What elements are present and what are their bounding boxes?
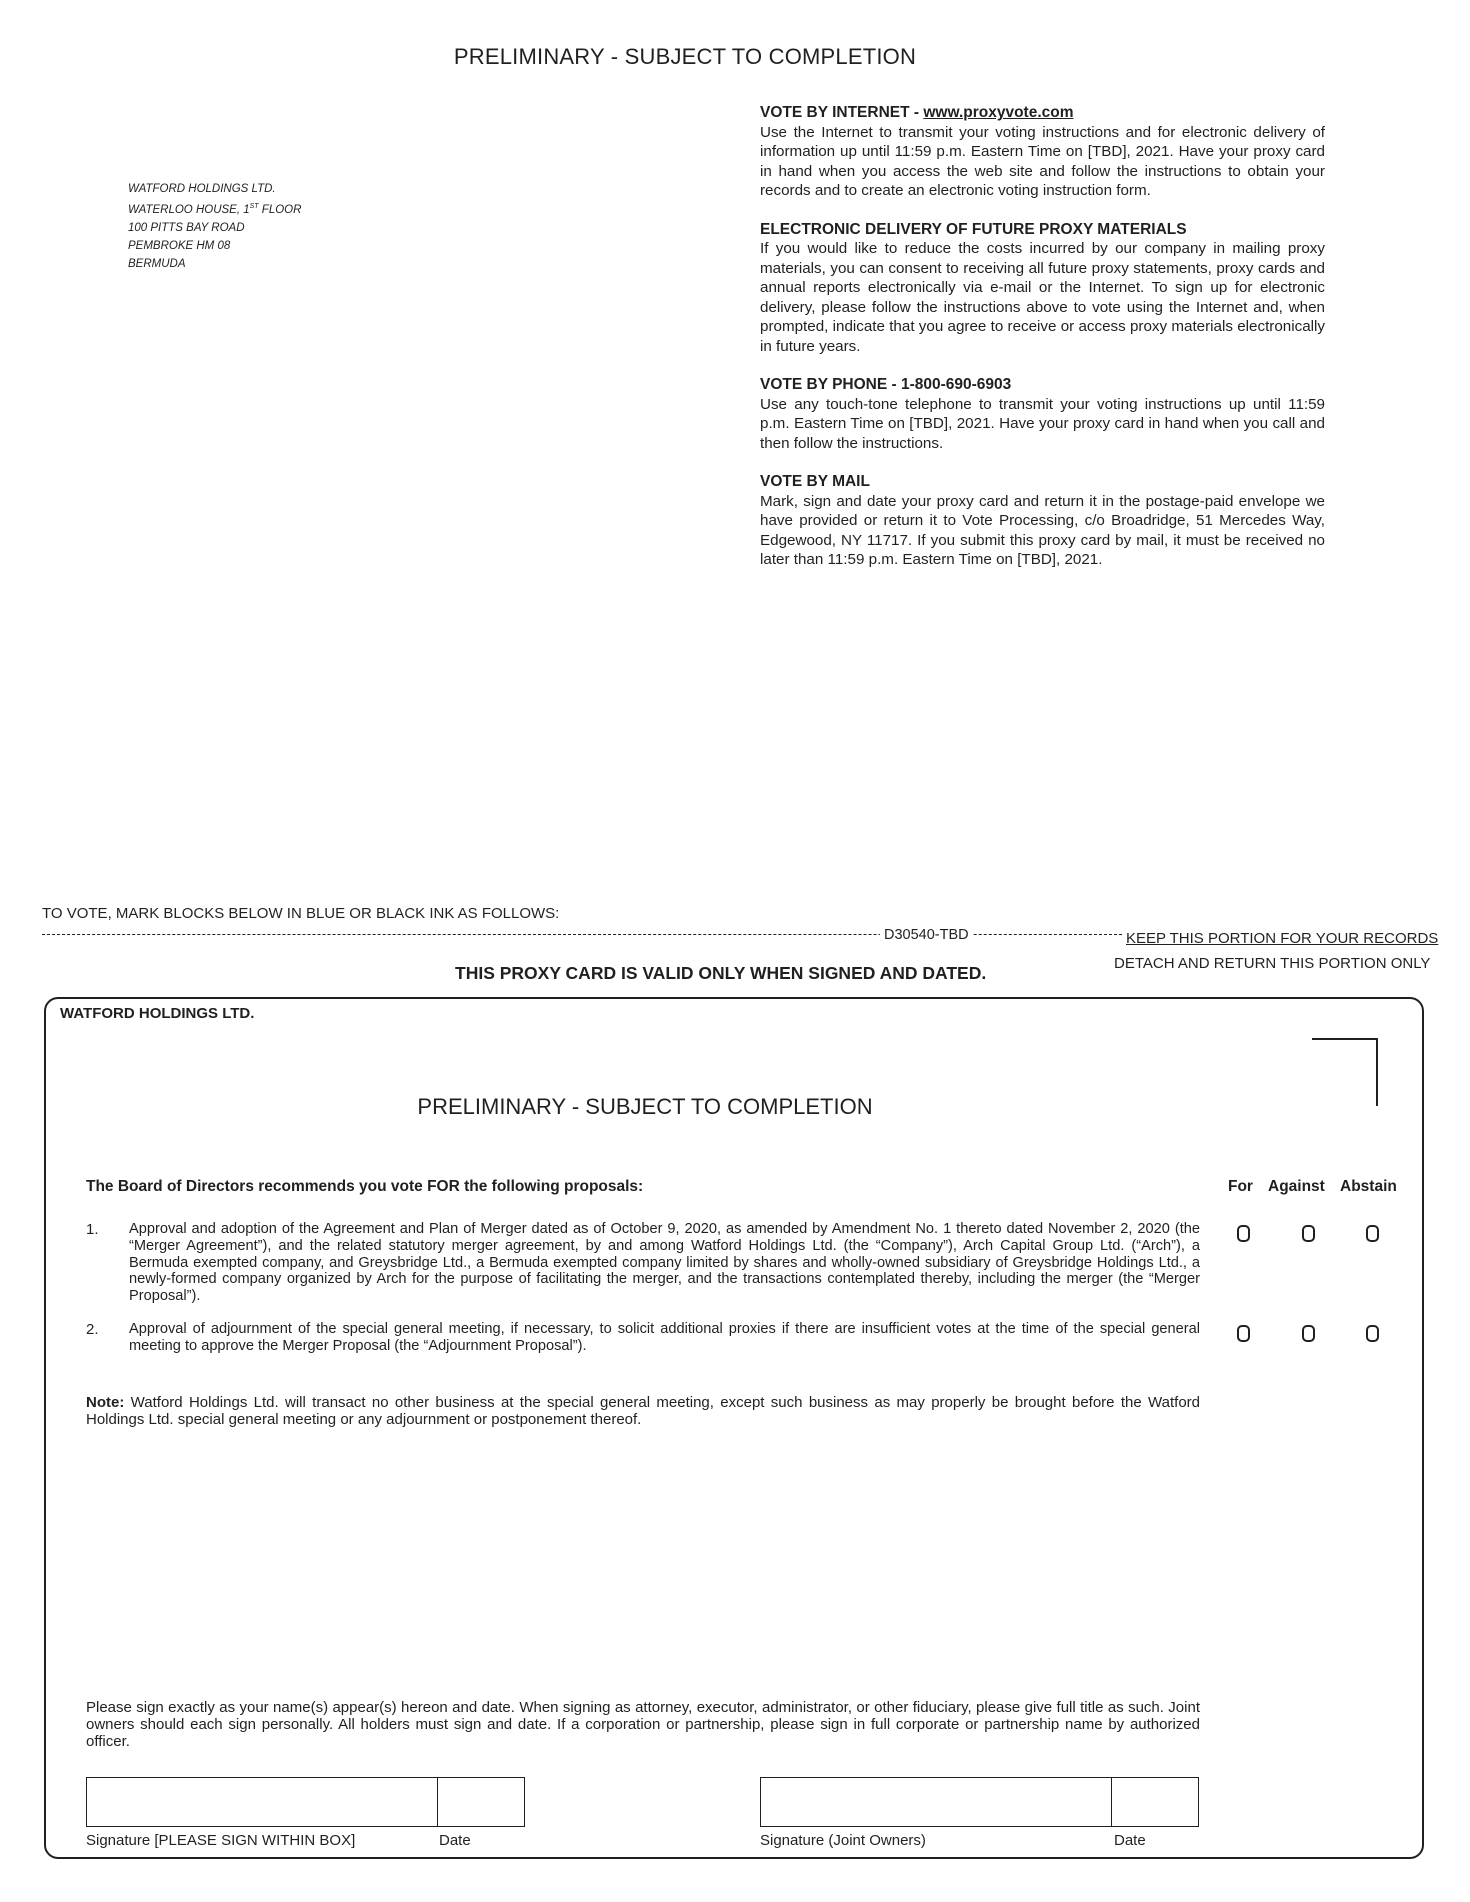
proposal-1-against-checkbox[interactable] (1302, 1225, 1315, 1242)
sender-street-2: 100 PITTS BAY ROAD (128, 221, 245, 234)
proposal-2-for-checkbox[interactable] (1237, 1325, 1250, 1342)
signing-instructions: Please sign exactly as your name(s) appear(s) hereon and date. When signing as attorney, executor, administrator, or other fiduciary, please give full title as such. Joint owners should each sign personally. All holders must sign and date. If a corporation or partnership, please sign in full corporate or partnership name by authorized officer. (86, 1699, 1200, 1750)
proxyvote-link[interactable]: www.proxyvote.com (923, 104, 1074, 121)
electronic-delivery (760, 220, 1325, 357)
job-code: D30540-TBD (880, 927, 973, 943)
joint-date-box[interactable] (1111, 1777, 1199, 1827)
column-for: For (1228, 1178, 1253, 1195)
sender-address (128, 180, 301, 273)
joint-signature-box[interactable] (760, 1777, 1112, 1827)
detach-portion-label: DETACH AND RETURN THIS PORTION ONLY (1114, 955, 1431, 972)
internet-body: Use the Internet to transmit your voting instructions and for electronic delivery of information up until 11:59 p.m. Eastern Time on [TBD], 2021. Have your proxy card in hand when you access the web site and follow the instructions to obtain your records and to create an electronic voting instruction form. (760, 123, 1325, 199)
edelivery-body: If you would like to reduce the costs incurred by our company in mailing proxy materials, you can consent to receiving all future proxy statements, proxy cards and annual reports electronically via e-mail or the Internet. To sign up for electronic delivery, please follow the instructions above to vote using the Internet and, when prompted, indicate that you agree to receive or access proxy materials electronically in future years. (760, 240, 1325, 355)
sender-city: PEMBROKE HM 08 (128, 239, 231, 252)
proposal-1-for-checkbox[interactable] (1237, 1225, 1250, 1242)
mail-heading: VOTE BY MAIL (760, 473, 870, 490)
signature-date-label: Date (439, 1832, 471, 1849)
note-text: Watford Holdings Ltd. will transact no other business at the special general meeting, except such business as may properly be brought before the Watford Holdings Ltd. special general meeting or any adjournment or postponement thereof. (86, 1394, 1200, 1428)
proposal-2-against-checkbox[interactable] (1302, 1325, 1315, 1342)
phone-body: Use any touch-tone telephone to transmit your voting instructions up until 11:59 p.m. Eastern Time on [TBD], 2021. Have your proxy card in hand when you call and then follow the instructions. (760, 395, 1325, 452)
card-company-name: WATFORD HOLDINGS LTD. (60, 1005, 255, 1022)
validity-notice: THIS PROXY CARD IS VALID ONLY WHEN SIGNED AND DATED. (455, 963, 987, 983)
joint-signature-label: Signature (Joint Owners) (760, 1832, 926, 1849)
edelivery-heading: ELECTRONIC DELIVERY OF FUTURE PROXY MATERIALS (760, 220, 1187, 238)
note (86, 1394, 1200, 1428)
proposal-2-number: 2. (86, 1321, 99, 1338)
board-recommendation: The Board of Directors recommends you vote FOR the following proposals: (86, 1178, 644, 1195)
phone-heading: VOTE BY PHONE - 1-800-690-6903 (760, 376, 1012, 393)
corner-mark (1312, 1038, 1378, 1106)
sender-street-1: WATERLOO HOUSE, 1ST FLOOR (128, 203, 302, 216)
proposal-1-number: 1. (86, 1221, 99, 1238)
internet-heading: VOTE BY INTERNET - (760, 104, 924, 121)
sender-name: WATFORD HOLDINGS LTD. (128, 183, 276, 195)
proposal-2-abstain-checkbox[interactable] (1366, 1325, 1379, 1342)
mail-body: Mark, sign and date your proxy card and return it in the postage-paid envelope we have provided or return it to Vote Processing, c/o Broadridge, 51 Mercedes Way, Edgewood, NY 11717. If you submit this proxy card by mail, it must be received no later than 11:59 p.m. Eastern Time on [TBD], 2021. (760, 492, 1325, 568)
proposal-2-text: Approval of adjournment of the special general meeting, if necessary, to solicit additional proxies if there are insufficient votes at the time of the special general meeting to approve the Merger Proposal (the “Adjournment Proposal”). (129, 1321, 1200, 1354)
vote-by-phone (760, 375, 1325, 453)
column-against: Against (1268, 1178, 1325, 1195)
vote-by-internet (760, 103, 1325, 201)
note-label: Note: (86, 1394, 125, 1411)
proposal-1-abstain-checkbox[interactable] (1366, 1225, 1379, 1242)
voting-instructions (760, 103, 1325, 589)
signature-label: Signature [PLEASE SIGN WITHIN BOX] (86, 1832, 356, 1849)
signature-date-box[interactable] (437, 1777, 525, 1827)
mark-instructions: TO VOTE, MARK BLOCKS BELOW IN BLUE OR BLACK INK AS FOLLOWS: (42, 905, 560, 922)
joint-date-label: Date (1114, 1832, 1146, 1849)
vote-by-mail (760, 472, 1325, 570)
signature-box[interactable] (86, 1777, 438, 1827)
card-title: PRELIMINARY - SUBJECT TO COMPLETION (417, 1094, 873, 1119)
page-title: PRELIMINARY - SUBJECT TO COMPLETION (453, 44, 917, 69)
proposal-1-text: Approval and adoption of the Agreement and Plan of Merger dated as of October 9, 2020, as amended by Amendment No. 1 thereto dated November 2, 2020 (the “Merger Agreement”), and the related statutory merger agreement, by and among Watford Holdings Ltd. (the “Company”), Arch Capital Group Ltd. (“Arch”), a Bermuda exempted company, and Greysbridge Ltd., a Bermuda exempted company limited by shares and wholly-owned subsidiary of Greysbridge Holdings Ltd., a newly-formed company organized by Arch for the purpose of facilitating the merger, and the transactions contemplated thereby, including the merger (the “Merger Proposal”). (129, 1221, 1200, 1305)
column-abstain: Abstain (1340, 1178, 1397, 1195)
sender-country: BERMUDA (128, 257, 186, 270)
keep-portion-label: KEEP THIS PORTION FOR YOUR RECORDS (1126, 930, 1439, 947)
